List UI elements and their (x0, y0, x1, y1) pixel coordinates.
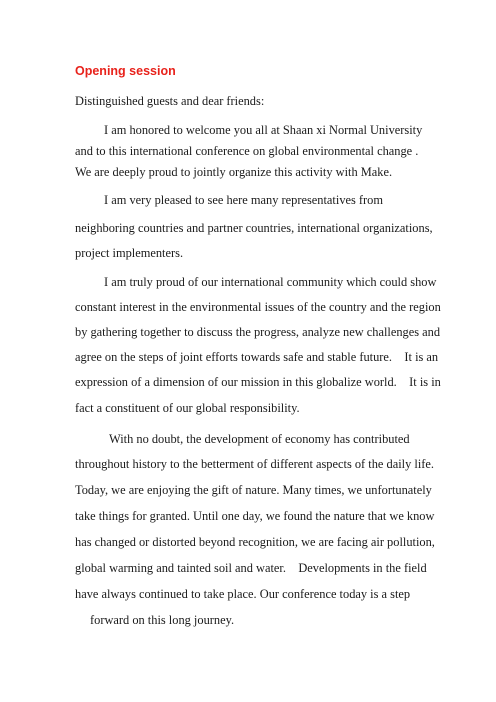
text-line: by gathering together to discuss the progress, analyze new challenges and (75, 325, 441, 339)
text-line: throughout history to the betterment of different aspects of the daily life. (75, 457, 435, 471)
text-line: project implementers. (75, 246, 184, 260)
text-line: I am honored to welcome you all at Shaan xi Normal University (104, 123, 423, 137)
text-line: expression of a dimension of our mission in this globalize world. It is in (75, 375, 441, 389)
section-heading: Opening session (75, 64, 176, 78)
text-line: We are deeply proud to jointly organize this activity with Make. (75, 165, 393, 179)
text-line: forward on this long journey. (90, 613, 235, 627)
text-line: global warming and tainted soil and water. Developments in the field (75, 561, 427, 575)
text-line: constant interest in the environmental issues of the country and the region (75, 300, 441, 314)
text-line: neighboring countries and partner countries, international organizations, (75, 221, 433, 235)
text-line: I am truly proud of our international community which could show (104, 275, 437, 289)
text-line: With no doubt, the development of economy has contributed (109, 432, 410, 446)
text-line: fact a constituent of our global responsibility. (75, 401, 300, 415)
text-line: take things for granted. Until one day, we found the nature that we know (75, 509, 435, 523)
text-line: have always continued to take place. Our conference today is a step (75, 587, 411, 601)
text-line: Distinguished guests and dear friends: (75, 94, 265, 108)
text-line: Today, we are enjoying the gift of nature. Many times, we unfortunately (75, 483, 432, 497)
text-line: and to this international conference on global environmental change . (75, 144, 419, 158)
text-line: has changed or distorted beyond recognition, we are facing air pollution, (75, 535, 435, 549)
text-line: agree on the steps of joint efforts towards safe and stable future. It is an (75, 350, 439, 364)
text-line: I am very pleased to see here many representatives from (104, 193, 384, 207)
